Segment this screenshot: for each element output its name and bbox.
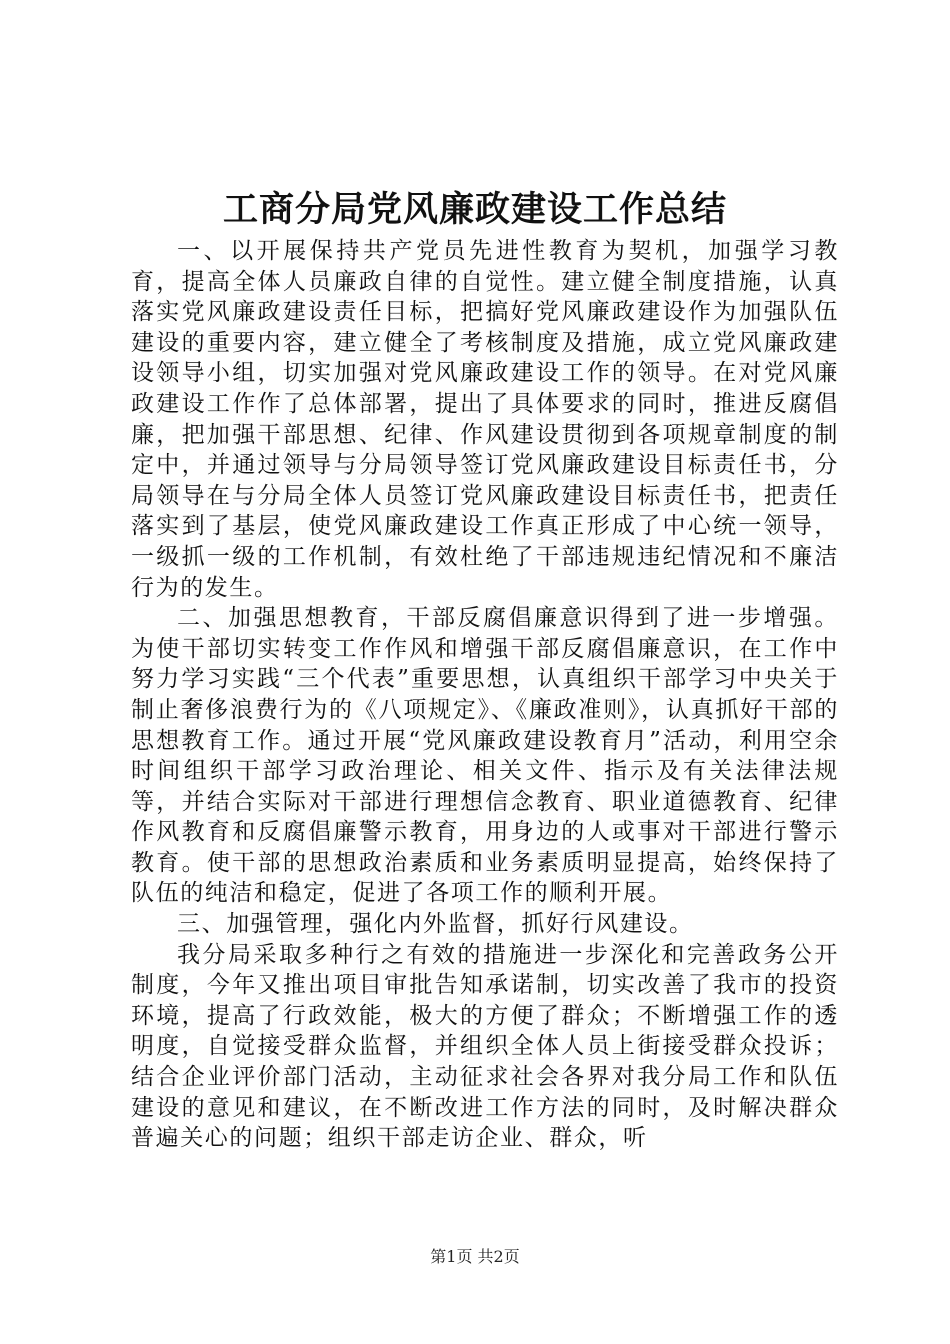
page-footer: 第1页 共2页 bbox=[430, 1247, 520, 1266]
paragraph-4: 我分局采取多种行之有效的措施进一步深化和完善政务公开制度，今年又推出项目审批告知承诺制，切实改善了我市的投资环境，提高了行政效能，极大的方便了群众；不断增强工作的透明度，自觉接受群众监督，并组织全体人员上街接受群众投诉；结合企业评价部门活动，主动征求社会各界对我分局工作和队伍建设的意见和建议，在不断改进工作方法的同时，及时解决群众普遍关心的问题；组织干部走访企业、群众，听 bbox=[131, 941, 839, 1152]
paragraph-1: 一、以开展保持共产党员先进性教育为契机，加强学习教育，提高全体人员廉政自律的自觉性。建立健全制度措施，认真落实党风廉政建设责任目标，把搞好党风廉政建设作为加强队伍建设的重要内容，建立健全了考核制度及措施，成立党风廉政建设领导小组，切实加强对党风廉政建设工作的领导。在对党风廉政建设工作作了总体部署，提出了具体要求的同时，推进反腐倡廉，把加强干部思想、纪律、作风建设贯彻到各项规章制度的制定中，并通过领导与分局领导签订党风廉政建设目标责任书，分局领导在与分局全体人员签订党风廉政建设目标责任书，把责任落实到了基层，使党风廉政建设工作真正形成了中心统一领导，一级抓一级的工作机制，有效杜绝了干部违规违纪情况和不廉洁行为的发生。 bbox=[131, 238, 839, 601]
document-body bbox=[131, 236, 839, 1154]
paragraph-2: 二、加强思想教育，干部反腐倡廉意识得到了进一步增强。为使干部切实转变工作作风和增强干部反腐倡廉意识，在工作中努力学习实践“三个代表”重要思想，认真组织干部学习中央关于制止奢侈浪费行为的《八项规定》、《廉政准则》，认真抓好干部的思想教育工作。通过开展“党风廉政建设教育月”活动，利用空余时间组织干部学习政治理论、相关文件、指示及有关法律法规等，并结合实际对干部进行理想信念教育、职业道德教育、纪律作风教育和反腐倡廉警示教育，用身边的人或事对干部进行警示教育。使干部的思想政治素质和业务素质明显提高，始终保持了队伍的纯洁和稳定，促进了各项工作的顺利开展。 bbox=[131, 605, 839, 907]
document-title: 工商分局党风廉政建设工作总结 bbox=[222, 189, 727, 230]
paragraph-3: 三、加强管理，强化内外监督，抓好行风建设。 bbox=[177, 911, 694, 938]
